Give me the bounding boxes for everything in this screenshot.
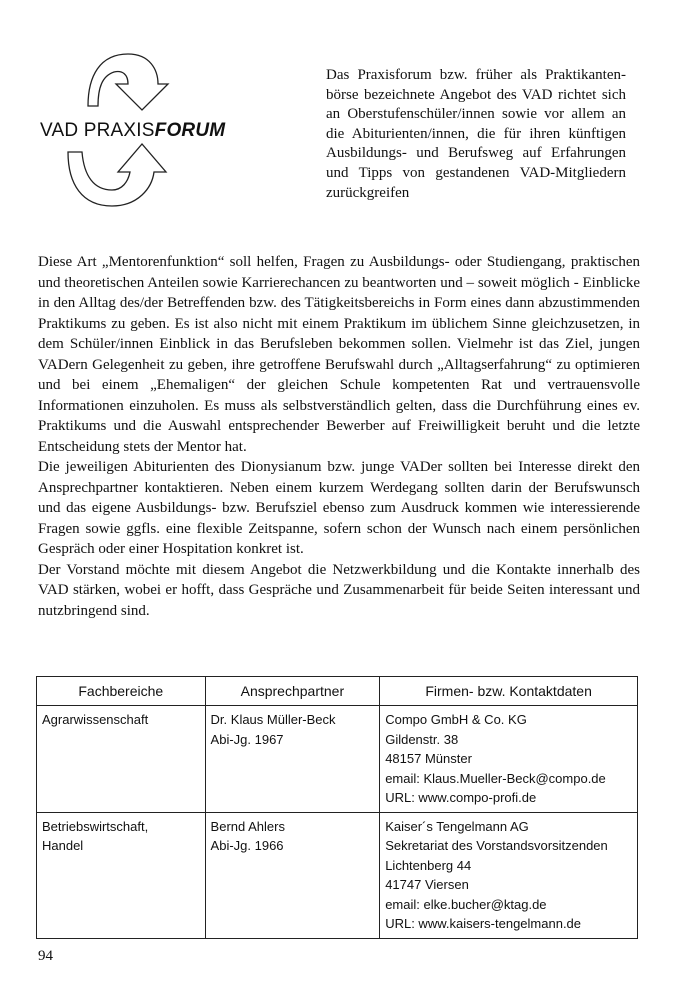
field-cell xyxy=(37,706,206,813)
contact-name: Bernd Ahlers xyxy=(210,818,285,834)
paragraph: Diese Art „Mentorenfunktion“ soll helfen, Fragen zu Ausbildungs- oder Studiengang, praktischen und theoretischen Anteilen sowie Karrierechancen zu beantworten und – soweit möglich - Einblicke in den Alltag des/der Betreffenden bzw. des Tätigkeitsbereichs in Form eines dann abzustimmenden Praktikums zu geben. Es ist also nicht mit einem Praktikum im üblichem Sinne gleichzusetzen, in dem Schüler/innen Einblick in das Berufsleben bekommen sollen. Vielmehr ist das Ziel, jungen VADern Gelegenheit zu geben, ihre getroffene Berufswahl durch „Alltagserfahrung“ zu optimieren und bei einem „Ehemaligen“ der gleichen Schule kompetenten Rat und vertrauensvolle Informationen einzuholen. Es muss als selbstverständlich gelten, dass die Durchführung eines ev. Praktikums und die Auswahl entsprechender Bewerber auf Freiwilligkeit beruht und die letzte Entscheidung stets der Mentor hat. xyxy=(38,254,640,455)
cycle-arrows-icon xyxy=(38,48,278,248)
company-name: Kaiser´s Tengelmann AG xyxy=(385,818,529,834)
city: 48157 Münster xyxy=(385,751,472,766)
intro-text: Das Praxisforum bzw. früher als Praktikantenbörse bezeichnete Angebot des VAD richtet sich an Oberstufenschüler/innen sowie vor allem an die Abiturienten/innen, die für ihren künftigen Ausbildungs- und Berufsweg auf Erfahrungen und Tipps von gestandenen VAD-Mitgliedern zurückgreifen xyxy=(326,67,626,201)
contact-year: Abi-Jg. 1967 xyxy=(210,731,284,747)
field-cell xyxy=(37,812,206,938)
column-header-fachbereiche: Fachbereiche xyxy=(37,677,206,706)
email-link[interactable]: email: Klaus.Mueller-Beck@compo.de xyxy=(385,770,606,786)
paragraph: Der Vorstand möchte mit diesem Angebot die Netzwerkbildung und die Kontakte innerhalb des VAD stärken, wobei er hofft, dass Gespräche und Zusammenarbeit für beide Seiten interessant und nutzbringend sind. xyxy=(38,561,640,619)
table-row xyxy=(37,706,638,813)
company-name: Compo GmbH & Co. KG xyxy=(385,712,527,727)
field-line: Agrarwissenschaft xyxy=(42,712,149,727)
page-number: 94 xyxy=(38,948,53,964)
url-link[interactable]: URL: www.compo-profi.de xyxy=(385,790,537,805)
mentor-contacts-table xyxy=(36,676,638,939)
department: Sekretariat des Vorstandsvorsitzenden xyxy=(385,838,608,853)
details-cell xyxy=(380,812,638,938)
table-row xyxy=(37,812,638,938)
street: Lichtenberg 44 xyxy=(385,857,472,873)
logo-wordmark: VAD PRAXISFORUM xyxy=(40,120,226,141)
article-body xyxy=(38,252,640,621)
contact-cell xyxy=(205,812,380,938)
email-link[interactable]: email: elke.bucher@ktag.de xyxy=(385,896,547,912)
vad-praxisforum-logo xyxy=(38,48,278,248)
contact-year: Abi-Jg. 1966 xyxy=(210,838,284,853)
contact-cell xyxy=(205,706,380,813)
field-line: Handel xyxy=(42,838,84,853)
column-header-kontaktdaten: Firmen- bzw. Kontaktdaten xyxy=(380,677,638,706)
url-link[interactable]: URL: www.kaisers-tengelmann.de xyxy=(385,916,582,931)
street: Gildenstr. 38 xyxy=(385,731,459,747)
details-cell xyxy=(380,706,638,813)
city: 41747 Viersen xyxy=(385,877,469,892)
paragraph: Die jeweiligen Abiturienten des Dionysianum bzw. junge VADer sollten bei Interesse direkt den Ansprechpartner kontaktieren. Neben einem kurzem Werdegang sollten darin der Berufswunsch und das eigene Ausbildungs- bzw. Berufsziel ebenso zum Ausdruck kommen wie interessierende Fragen sowie ggfls. eine flexible Zeitspanne, sofern schon der Wunsch nach einem persönlichen Gespräch oder einer Hospitation konkret ist. xyxy=(38,459,640,557)
field-line: Betriebswirtschaft, xyxy=(42,818,149,834)
column-header-ansprechpartner: Ansprechpartner xyxy=(205,677,380,706)
contact-name: Dr. Klaus Müller-Beck xyxy=(210,712,336,727)
table-header-row xyxy=(37,677,638,706)
